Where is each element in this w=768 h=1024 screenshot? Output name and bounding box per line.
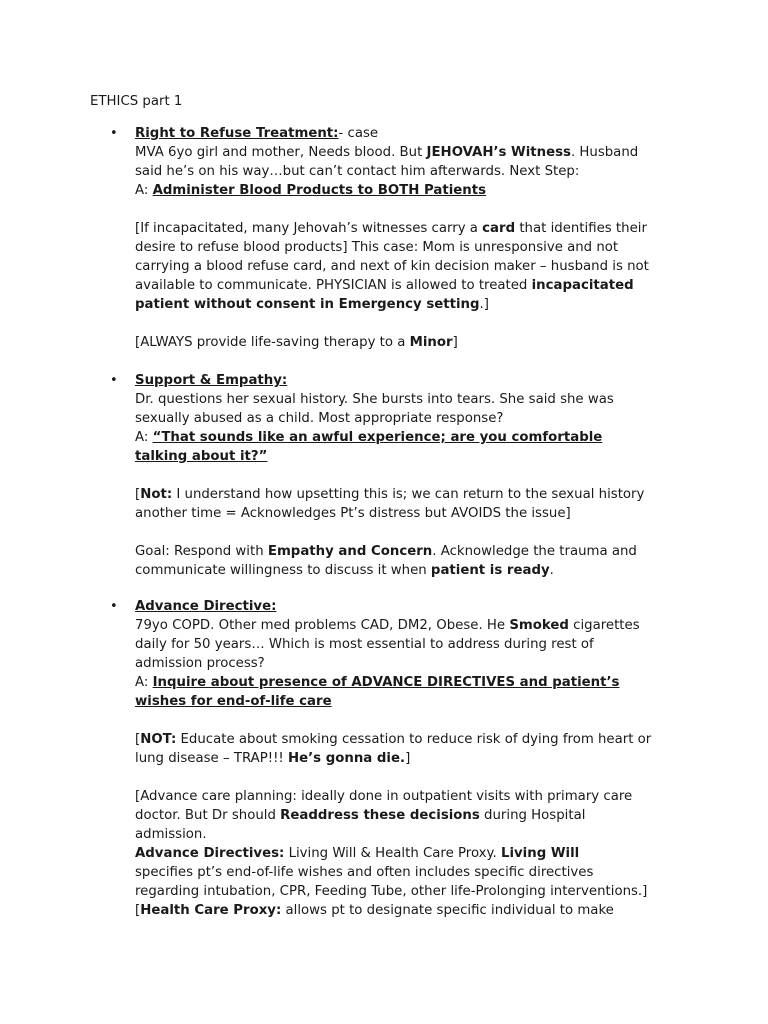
answer-line: wishes for end-of-life care bbox=[135, 694, 332, 709]
section-advance-directive bbox=[110, 597, 690, 920]
explanation-line: patient without consent in Emergency setting.] bbox=[135, 297, 489, 312]
acp-line: admission. bbox=[135, 827, 207, 842]
goal-line: communicate willingness to discuss it when patient is ready. bbox=[135, 563, 554, 578]
not-line: [Not: I understand how upsetting this is; we can return to the sexual history bbox=[135, 487, 645, 502]
bullet-icon: • bbox=[110, 373, 118, 388]
living-will-line: regarding intubation, CPR, Feeding Tube, other life-Prolonging interventions.] bbox=[135, 884, 648, 899]
section-heading: Right to Refuse Treatment:- case bbox=[135, 126, 379, 141]
living-will-line: specifies pt’s end-of-life wishes and often includes specific directives bbox=[135, 865, 594, 880]
explanation-line: carrying a blood refuse card, and next of kin decision maker – husband is not bbox=[135, 259, 649, 274]
case-line: Dr. questions her sexual history. She bursts into tears. She said she was bbox=[135, 392, 614, 407]
answer-line: A: Inquire about presence of ADVANCE DIRECTIVES and patient’s bbox=[135, 675, 620, 690]
answer-line: A: “That sounds like an awful experience; are you comfortable bbox=[135, 430, 603, 445]
explanation-line: [If incapacitated, many Jehovah’s witnesses carry a card that identifies their bbox=[135, 221, 647, 236]
case-line: sexually abused as a child. Most appropriate response? bbox=[135, 411, 504, 426]
goal-line: Goal: Respond with Empathy and Concern. Acknowledge the trauma and bbox=[135, 544, 637, 559]
bullet-icon: • bbox=[110, 126, 118, 141]
answer-line: A: Administer Blood Products to BOTH Patients bbox=[135, 183, 487, 198]
case-line: admission process? bbox=[135, 656, 265, 671]
not-line: another time = Acknowledges Pt’s distress but AVOIDS the issue] bbox=[135, 506, 571, 521]
section-heading: Support & Empathy: bbox=[135, 373, 288, 388]
not-line: lung disease – TRAP!!! He’s gonna die.] bbox=[135, 751, 411, 766]
bullet-icon: • bbox=[110, 599, 118, 614]
case-line: daily for 50 years… Which is most essential to address during rest of bbox=[135, 637, 594, 652]
explanation-line: available to communicate. PHYSICIAN is allowed to treated incapacitated bbox=[135, 278, 634, 293]
acp-line: doctor. But Dr should Readdress these decisions during Hospital bbox=[135, 808, 586, 823]
case-line: said he’s on his way…but can’t contact him afterwards. Next Step: bbox=[135, 164, 580, 179]
section-support-empathy bbox=[110, 371, 690, 580]
section-heading: Advance Directive: bbox=[135, 599, 277, 614]
advance-directives-line: Advance Directives: Living Will & Health Care Proxy. Living Will bbox=[135, 846, 580, 861]
note-line: [ALWAYS provide life-saving therapy to a Minor] bbox=[135, 335, 458, 350]
section-right-to-refuse bbox=[110, 124, 690, 352]
health-care-proxy-line: [Health Care Proxy: allows pt to designate specific individual to make bbox=[135, 903, 614, 918]
case-line: MVA 6yo girl and mother, Needs blood. But JEHOVAH’s Witness. Husband bbox=[135, 145, 639, 160]
not-line: [NOT: Educate about smoking cessation to reduce risk of dying from heart or bbox=[135, 732, 652, 747]
answer-line: talking about it?” bbox=[135, 449, 268, 464]
case-line: 79yo COPD. Other med problems CAD, DM2, Obese. He Smoked cigarettes bbox=[135, 618, 640, 633]
acp-line: [Advance care planning: ideally done in outpatient visits with primary care bbox=[135, 789, 633, 804]
explanation-line: desire to refuse blood products] This case: Mom is unresponsive and not bbox=[135, 240, 619, 255]
document-title: ETHICS part 1 bbox=[90, 94, 183, 109]
